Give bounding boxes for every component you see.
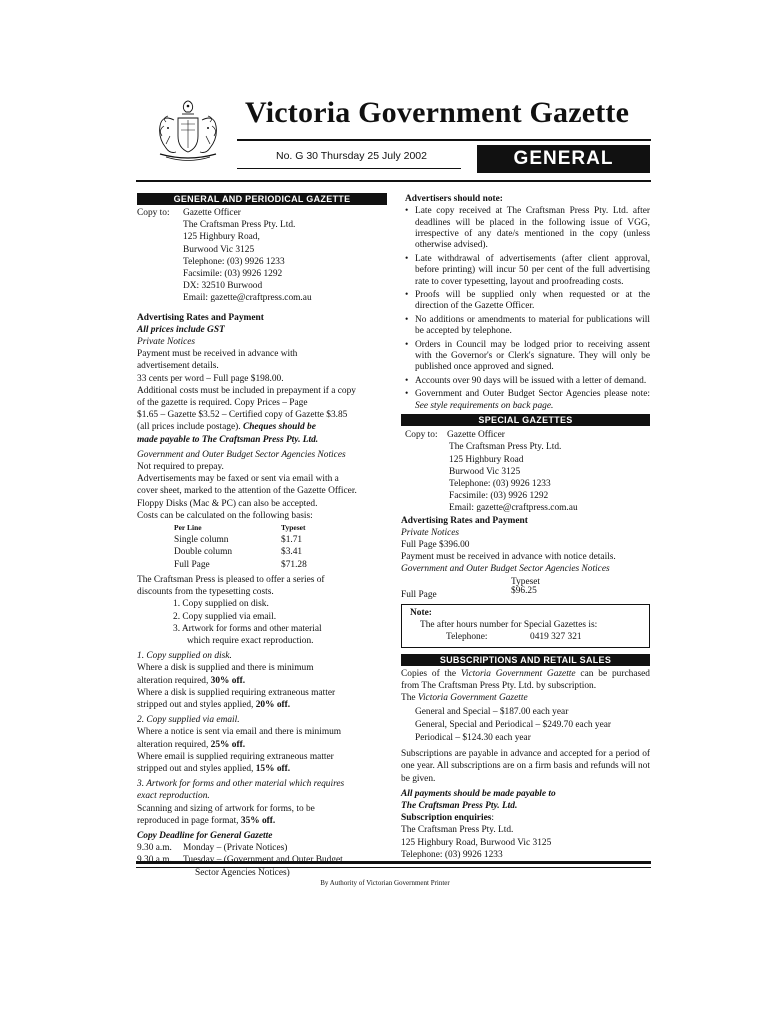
table-header-row: [174, 522, 387, 534]
body-text: (all prices include postage).: [137, 422, 243, 433]
address-line: Telephone: (03) 9926 1233: [183, 256, 285, 267]
discount-item: 1. Copy supplied on disk.: [173, 599, 269, 610]
rates-heading: Advertising Rates and Payment: [137, 312, 264, 323]
address-line: Burwood Vic 3125: [183, 244, 255, 255]
note-heading: Note:: [410, 607, 432, 618]
table-cell: Full Page: [174, 559, 210, 570]
cost-table: [174, 522, 387, 571]
discount-item: 2. Copy supplied via email.: [173, 611, 277, 622]
edition-badge: GENERAL: [477, 145, 650, 173]
bullet-item: • Late copy received at The Craftsman Press Pty. Ltd. after deadlines will be placed in the following issue of VGG, irrespective of any date/s mentioned in the copy (unless otherwise advised).: [405, 206, 650, 252]
gazette-name: Victoria Government Gazette: [417, 692, 528, 703]
address-line: The Craftsman Press Pty. Ltd.: [449, 442, 562, 453]
private-notices-heading: Private Notices: [137, 337, 196, 348]
body-line: Scanning and sizing of artwork for forms, to be: [137, 803, 315, 814]
address-line: 125 Highbury Road,: [183, 232, 260, 243]
copy-to-address: [183, 207, 312, 305]
enquiries-heading: Subscription enquiries: [401, 813, 492, 824]
cheques-note: Cheques should be: [242, 422, 316, 433]
address-line: 125 Highbury Road: [449, 454, 524, 465]
email-heading: 2. Copy supplied via email.: [137, 715, 240, 726]
deadline-text: Monday – (Private Notices): [183, 843, 288, 854]
address-line: Facsimile: (03) 9926 1292: [449, 491, 549, 502]
table-row: [174, 534, 387, 546]
bullet-item: • No additions or amendments to material for publications will be accepted by telephone.: [405, 315, 650, 338]
discount-item: which require exact reproduction.: [187, 635, 314, 646]
discount-item: 3. Artwork for forms and other material: [173, 623, 322, 634]
body-line: discounts from the typesetting costs.: [137, 587, 274, 598]
body-line: [401, 692, 650, 704]
body-line: Where a disk is supplied and there is minimum: [137, 663, 314, 674]
govt-notices-heading: Government and Outer Budget Sector Agencies Notices: [401, 564, 610, 575]
masthead-bottom-rule: [136, 180, 651, 182]
issue-line: No. G 30 Thursday 25 July 2002: [276, 150, 427, 162]
address-line: DX: 32510 Burwood: [183, 281, 263, 292]
body-text: stripped out and styles applied,: [137, 699, 256, 710]
gst-note: All prices include GST: [137, 324, 225, 335]
address-line: Email: gazette@craftpress.com.au: [449, 503, 578, 514]
artwork-heading: exact reproduction.: [137, 791, 210, 802]
subscriptions-heading: SUBSCRIPTIONS AND RETAIL SALES: [401, 654, 650, 666]
body-text: stripped out and styles applied,: [137, 763, 256, 774]
table-row: [174, 559, 387, 571]
body-line: Additional costs must be included in prepayment if a copy: [137, 385, 356, 396]
bullet-item: • Accounts over 90 days will be issued with a letter of demand.: [405, 376, 650, 387]
body-text: alteration required,: [137, 739, 211, 750]
body-line: Where a disk is supplied requiring extraneous matter: [137, 687, 336, 698]
body-line: Where a notice is sent via email and there is minimum: [137, 727, 342, 738]
enquiries-line: Telephone: (03) 9926 1233: [401, 849, 503, 860]
body-line: cover sheet, marked to the attention of the Gazette Officer.: [137, 486, 357, 497]
table-cell: $1.71: [281, 535, 303, 546]
full-page-label: Full Page: [401, 589, 437, 600]
advertisers-heading: Advertisers should note:: [405, 194, 503, 204]
special-rates-heading: Advertising Rates and Payment: [401, 515, 528, 526]
body-line: [137, 763, 387, 775]
general-periodical-heading: GENERAL AND PERIODICAL GAZETTE: [137, 193, 387, 205]
body-line: [137, 815, 387, 827]
body-line: [137, 421, 387, 433]
body-line: Costs can be calculated on the following basis:: [137, 510, 313, 521]
table-row: [174, 546, 387, 558]
payable-note: All payments should be made payable to: [401, 788, 556, 799]
subscription-terms: Subscriptions are payable in advance and accepted for a period of one year. All subscriptions are on a firm basis and refunds will not be given.: [401, 749, 650, 784]
bullet-item: • Proofs will be supplied only when requested or at the direction of the Gazette Officer.: [405, 290, 650, 313]
discount-value: 30% off.: [210, 675, 246, 686]
discount-value: 20% off.: [255, 699, 291, 710]
enquiries-line: The Craftsman Press Pty. Ltd.: [401, 825, 514, 836]
discount-value: 35% off.: [240, 815, 276, 826]
body-line: Where email is supplied requiring extraneous matter: [137, 751, 334, 762]
body-text: Copies of the: [401, 668, 461, 679]
body-line: Advertisements may be faxed or sent via email with a: [137, 474, 339, 485]
table-header: Per Line: [174, 523, 202, 533]
body-line: $1.65 – Gazette $3.52 – Certified copy of Gazette $3.85: [137, 410, 348, 421]
private-notices-heading: Private Notices: [401, 527, 460, 538]
subscription-rate: General and Special – $187.00 each year: [415, 707, 569, 718]
body-line: 33 cents per word – Full page $198.00.: [137, 373, 284, 384]
bullet-item: • Orders in Council may be lodged prior to receiving assent with the Governor's or Clerk's signature. They will only be published once approved and signed.: [405, 340, 650, 374]
body-line: of the gazette is required. Copy Prices – Page: [137, 398, 308, 409]
cheques-note: made payable to The Craftsman Press Pty. Ltd.: [137, 434, 319, 445]
address-line: Facsimile: (03) 9926 1292: [183, 269, 283, 280]
special-copy-to-block: [405, 429, 650, 514]
note-phone-row: [410, 631, 641, 643]
note-text: The after hours number for Special Gazettes is:: [420, 620, 598, 631]
bullet-item: [405, 389, 650, 412]
bottom-rule-thick: [136, 861, 651, 864]
deadline-text: Sector Agencies Notices): [195, 867, 290, 878]
body-line: Not required to prepay.: [137, 462, 224, 473]
bullet-italic: See style requirements on back page.: [415, 400, 554, 411]
footer-authority: By Authority of Victorian Government Printer: [320, 879, 450, 887]
address-line: Gazette Officer: [447, 430, 505, 441]
body-line: The Craftsman Press is pleased to offer a series of: [137, 574, 325, 585]
deadline-heading: Copy Deadline for General Gazette: [137, 830, 273, 841]
enquiries-heading-line: [401, 812, 650, 824]
deadline-time: 9.30 a.m.: [137, 843, 172, 854]
body-text: reproduced in page format,: [137, 815, 241, 826]
typeset-label: Typeset: [511, 576, 541, 587]
subscription-rate: Periodical – $124.30 each year: [415, 733, 531, 744]
body-text: can be purchased from The Craftsman Press Pty. Ltd. by subscription.: [401, 668, 650, 691]
body-line: advertisement details.: [137, 361, 219, 372]
body-text: The: [401, 692, 418, 703]
gazette-name: Victoria Government Gazette: [460, 668, 576, 679]
full-page-typeset: $96.25: [511, 585, 537, 596]
after-hours-note: [401, 604, 650, 648]
address-line: The Craftsman Press Pty. Ltd.: [183, 220, 296, 231]
masthead-top-rule: [237, 139, 651, 141]
body-line: Payment must be received in advance with: [137, 349, 298, 360]
body-text: alteration required,: [137, 675, 211, 686]
deadline-row: [137, 842, 387, 854]
gazette-title: Victoria Government Gazette: [245, 96, 630, 129]
right-column: [401, 193, 650, 861]
advertiser-bullets: [405, 206, 650, 412]
victoria-coat-of-arms-icon: [152, 96, 224, 168]
govt-notices-heading: Government and Outer Budget Sector Agencies Notices: [137, 449, 346, 460]
bottom-rule-thin: [136, 867, 651, 868]
table-cell: $71.28: [281, 559, 307, 570]
address-line: Email: gazette@craftpress.com.au: [183, 293, 312, 304]
address-line: Burwood Vic 3125: [449, 466, 521, 477]
table-header: Typeset: [281, 523, 306, 533]
note-tel-label: Telephone:: [446, 632, 488, 643]
body-line: [137, 699, 387, 711]
enquiries-line: 125 Highbury Road, Burwood Vic 3125: [401, 837, 552, 848]
address-line: Gazette Officer: [183, 208, 241, 218]
body-line: Payment must be received in advance with notice details.: [401, 552, 616, 563]
discount-value: 25% off.: [210, 739, 246, 750]
body-line: Full Page $396.00: [401, 539, 470, 550]
full-page-row: [401, 585, 650, 601]
special-gazettes-heading: SPECIAL GAZETTES: [401, 414, 650, 426]
disk-heading: 1. Copy supplied on disk.: [137, 651, 232, 662]
bullet-item: • Late withdrawal of advertisements (after client approval, before printing) will incur 50 per cent of the full advertising rate to cover typesetting, layout and proofreading costs.: [405, 254, 650, 288]
issue-underline: [237, 168, 461, 169]
payable-note: The Craftsman Press Pty. Ltd.: [401, 800, 518, 811]
bullet-text: Government and Outer Budget Sector Agencies please note:: [415, 389, 650, 400]
address-line: Telephone: (03) 9926 1233: [449, 478, 551, 489]
body-line: [137, 675, 387, 687]
copy-to-block: [137, 207, 387, 305]
note-tel-number: 0419 327 321: [530, 632, 582, 643]
copy-to-label: Copy to:: [405, 430, 438, 441]
discount-value: 15% off.: [255, 763, 291, 774]
left-column: [137, 193, 387, 879]
artwork-heading: 3. Artwork for forms and other material which requires: [137, 779, 345, 790]
enquiries-colon: :: [491, 813, 494, 824]
table-cell: Single column: [174, 535, 229, 546]
subscriptions-intro: [401, 668, 650, 692]
subscription-rate: General, Special and Periodical – $249.70 each year: [415, 720, 612, 731]
copy-to-address: [447, 429, 578, 514]
table-cell: $3.41: [281, 547, 303, 558]
body-line: [137, 739, 387, 751]
copy-to-label: Copy to:: [137, 208, 170, 218]
table-cell: Double column: [174, 547, 233, 558]
body-line: Floppy Disks (Mac & PC) can also be accepted.: [137, 498, 318, 509]
